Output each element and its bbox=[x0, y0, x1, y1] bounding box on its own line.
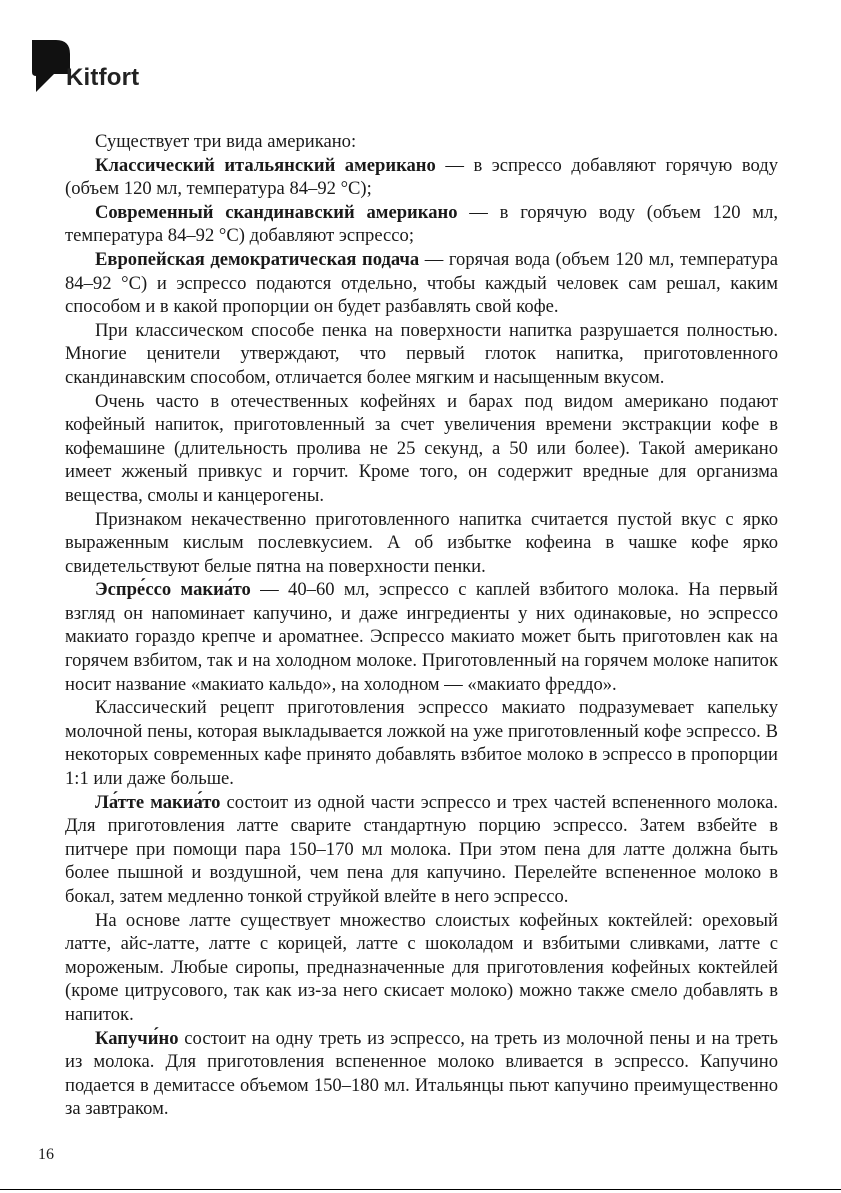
document-body bbox=[65, 130, 778, 1121]
paragraph-text: — в горячую воду (объем 120 мл, температура 84–92 °C) добавляют эспрессо; bbox=[65, 201, 779, 247]
paragraph-text: Признаком некачественно приготовленного напитка считается пустой вкус с ярко выраженным кислым послевкусием. А об избытке кофеина в чашке кофе ярко свидетельствуют белые пятна на поверхности пенки. bbox=[65, 508, 778, 577]
page-number: 16 bbox=[38, 1146, 54, 1163]
paragraph bbox=[65, 201, 778, 248]
logo-text: Kitfort bbox=[66, 64, 140, 91]
paragraph-text: Классический рецепт приготовления эспрессо макиато подразумевает капельку молочной пены, которая выкладывается ложкой на уже приготовленный кофе эспрессо. В некоторых современных кафе принято добавлять взбитое молоко в эспрессо в пропорции 1:1 или даже больше. bbox=[65, 697, 778, 790]
paragraph-term: Капучи́но bbox=[95, 1027, 179, 1049]
paragraph bbox=[65, 1027, 778, 1121]
paragraph bbox=[65, 154, 778, 201]
kitfort-logo bbox=[32, 40, 139, 94]
paragraph bbox=[65, 248, 778, 319]
page-bottom-rule bbox=[0, 1189, 841, 1190]
paragraph bbox=[65, 791, 778, 909]
paragraph-text: — в эспрессо добавляют горячую воду (объем 120 мл, температура 84–92 °C); bbox=[65, 154, 779, 200]
paragraph-term: Классический итальянский американо bbox=[95, 154, 436, 176]
paragraph bbox=[65, 578, 778, 696]
kitfort-logo-mark-icon bbox=[32, 40, 70, 94]
paragraph bbox=[65, 319, 778, 390]
paragraph bbox=[65, 508, 778, 579]
paragraph bbox=[65, 130, 778, 154]
paragraph-text: Существует три вида американо: bbox=[95, 131, 357, 152]
paragraph-term: Эспре́ссо макиа́то bbox=[95, 579, 251, 601]
paragraph-text: состоит на одну треть из эспрессо, на треть из молочной пены и на треть из молока. Для приготовления вспененное молоко вливается в эспрессо. Капучино подается в демитассе объемом 150–180 мл. Итальянцы пьют капучино преимущественно за завтраком. bbox=[65, 1027, 778, 1120]
paragraph-text: При классическом способе пенка на поверхности напитка разрушается полностью. Многие ценители утверждают, что первый глоток напитка, приготовленного скандинавским способом, отличается более мягким и насыщенным вкусом. bbox=[65, 319, 778, 388]
paragraph-text: — 40–60 мл, эспрессо с каплей взбитого молока. На первый взгляд он напоминает капучино, и даже ингредиенты у них одинаковые, но эспрессо макиато гораздо крепче и ароматнее. Эспрессо макиато может быть приготовлен как на горячем взбитом, так и на холодном молоке. Приготовленный на горячем молоке напиток носит название «макиато кальдо», на холодном — «макиато фреддо». bbox=[65, 579, 778, 695]
paragraph-text: состоит из одной части эспрессо и трех частей вспененного молока. Для приготовления латте сварите стандартную порцию эспрессо. Затем взбейте в питчере при помощи пара 150–170 мл молока. При этом пена для латте должна быть более пышной и воздушной, чем пена для капучино. Перелейте вспененное молоко в бокал, затем медленно тонкой струйкой влейте в него эспрессо. bbox=[65, 791, 778, 907]
paragraph-term: Современный скандинавский американо bbox=[95, 201, 458, 223]
paragraph-text: — горячая вода (объем 120 мл, температура 84–92 °C) и эспрессо подаются отдельно, чтобы каждый человек сам решал, каким способом и в какой пропорции он будет разбавлять свой кофе. bbox=[65, 248, 778, 318]
paragraph-term: Ла́тте макиа́то bbox=[95, 791, 221, 813]
paragraph-text: Очень часто в отечественных кофейнях и барах под видом американо подают кофейный напиток, приготовленный за счет увеличения времени экстракции кофе в кофемашине (длительность пролива не 25 секунд, а 50 или более). Такой американо имеет жженый привкус и горчит. Кроме того, он содержит вредные для организма вещества, смолы и канцерогены. bbox=[65, 390, 778, 506]
paragraph bbox=[65, 909, 778, 1027]
paragraph bbox=[65, 696, 778, 790]
paragraph-text: На основе латте существует множество слоистых кофейных коктейлей: ореховый латте, айс-латте, латте с корицей, латте с шоколадом и взбитыми сливками, латте с мороженым. Любые сиропы, предназначенные для приготовления кофейных коктейлей (кроме цитрусового, так как из-за него скисает молоко) можно также смело добавлять в напиток. bbox=[65, 909, 778, 1025]
paragraph-term: Европейская демократическая подача bbox=[95, 248, 420, 270]
paragraph bbox=[65, 390, 778, 508]
